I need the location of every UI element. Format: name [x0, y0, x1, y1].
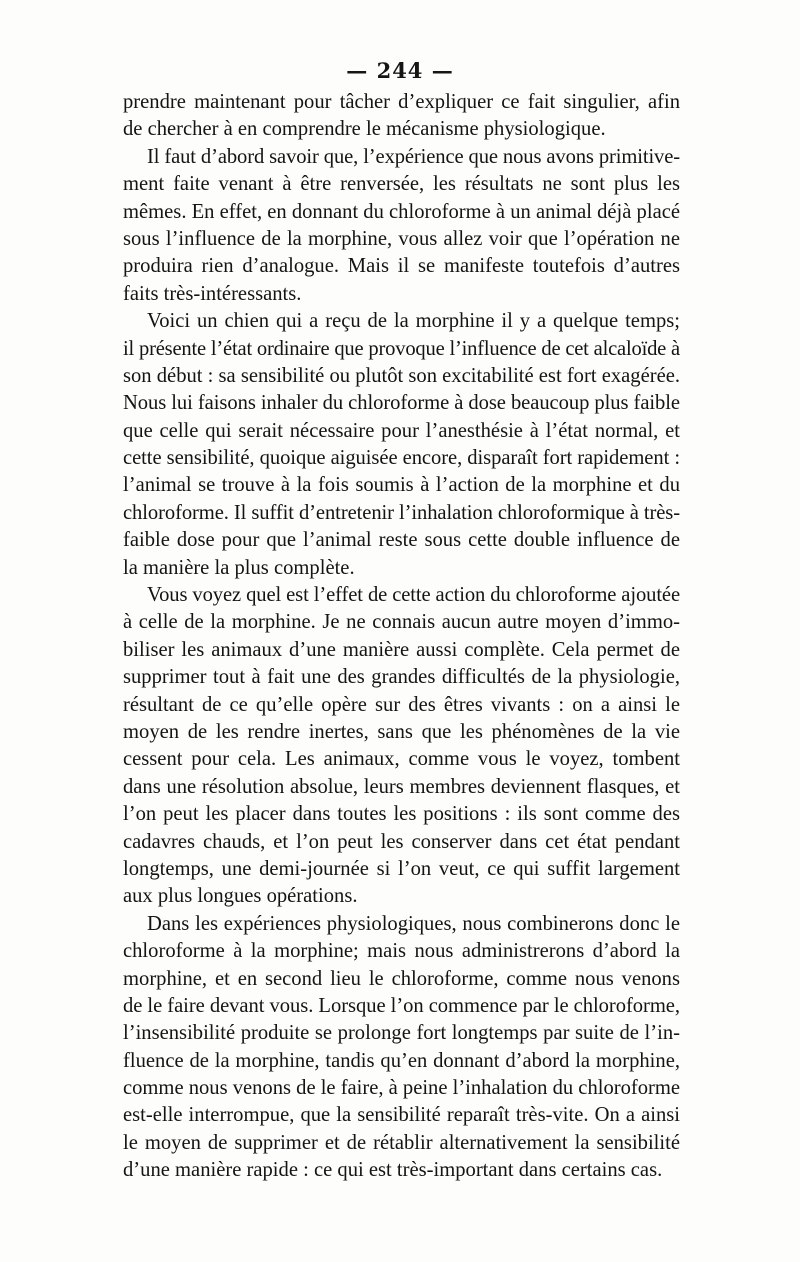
text-line: Nous lui faisons inhaler du chloroforme à dose beaucoup plus faible [123, 392, 680, 415]
text-line: Voici un chien qui a reçu de la morphine il y a quelque temps; [147, 310, 680, 333]
text-line: morphine, et en second lieu le chloroforme, comme nous venons [123, 967, 680, 990]
text-line: Vous voyez quel est l’effet de cette action du chloroforme ajoutée [147, 584, 680, 607]
body-text [123, 89, 680, 1185]
text-line: chloroforme à la morphine; mais nous administrerons d’abord la [123, 940, 680, 963]
text-line: cadavres chauds, et l’on peut les conserver dans cet état pendant [123, 830, 680, 853]
text-line: l’insensibilité produite se prolonge fort longtemps par suite de l’in- [123, 1022, 680, 1045]
page-number: — 244 — [346, 58, 454, 83]
text-line: aux plus longues opérations. [123, 885, 358, 908]
text-line: prendre maintenant pour tâcher d’expliquer ce fait singulier, afin [123, 91, 680, 113]
text-line: faible dose pour que l’animal reste sous cette double influence de [123, 529, 680, 552]
text-line: l’on peut les placer dans toutes les positions : ils sont comme des [123, 803, 680, 826]
text-line: que celle qui serait nécessaire pour l’anesthésie à l’état normal, et [123, 419, 680, 442]
text-line: de chercher à en comprendre le mécanisme physiologique. [123, 118, 606, 141]
text-line: mêmes. En effet, en donnant du chloroforme à un animal déjà placé [123, 200, 680, 223]
paragraph-p2 [123, 144, 680, 308]
text-line: produira rien d’analogue. Mais il se manifeste toutefois d’autres [123, 255, 680, 278]
text-line: comme nous venons de le faire, à peine l’inhalation du chloroforme [123, 1077, 680, 1100]
paragraph-p5 [123, 911, 680, 1185]
paragraph-p1 [123, 89, 680, 144]
text-line: Dans les expériences physiologiques, nous combinerons donc le [147, 912, 680, 935]
paragraph-p3 [123, 308, 680, 582]
text-line: fluence de la morphine, tandis qu’en donnant d’abord la morphine, [123, 1049, 680, 1072]
text-line: ment faite venant à être renversée, les résultats ne sont plus les [123, 173, 680, 196]
text-line: la manière la plus complète. [123, 556, 355, 579]
text-line: il présente l’état ordinaire que provoque l’influence de cet alcaloïde à [123, 337, 680, 360]
text-line: est-elle interrompue, que la sensibilité reparaît très-vite. On a ainsi [123, 1104, 680, 1127]
text-line: son début : sa sensibilité ou plutôt son excitabilité est fort exagérée. [123, 364, 680, 387]
text-line: faits très-intéressants. [123, 282, 302, 305]
text-line: sous l’influence de la morphine, vous allez voir que l’opération ne [123, 227, 680, 250]
text-line: longtemps, une demi-journée si l’on veut, ce qui suffit largement [123, 857, 680, 880]
text-line: d’une manière rapide : ce qui est très-important dans certains cas. [123, 1159, 663, 1182]
text-line: à celle de la morphine. Je ne connais aucun autre moyen d’immo- [123, 611, 680, 634]
text-line: chloroforme. Il suffit d’entretenir l’inhalation chloroformique à très- [123, 501, 680, 524]
text-line: moyen de les rendre inertes, sans que les phénomènes de la vie [123, 720, 680, 743]
text-line: résultant de ce qu’elle opère sur des êtres vivants : on a ainsi le [123, 693, 680, 716]
paragraph-p4 [123, 582, 680, 911]
text-line: biliser les animaux d’une manière aussi complète. Cela permet de [123, 638, 680, 661]
text-line: supprimer tout à fait une des grandes difficultés de la physiologie, [123, 666, 680, 689]
text-line: cette sensibilité, quoique aiguisée encore, disparaît fort rapidement : [123, 447, 680, 470]
text-line: cessent pour cela. Les animaux, comme vous le voyez, tombent [123, 748, 680, 771]
text-line: Il faut d’abord savoir que, l’expérience que nous avons primitive- [147, 145, 680, 168]
text-line: de le faire devant vous. Lorsque l’on commence par le chloroforme, [123, 994, 680, 1017]
text-line: le moyen de supprimer et de rétablir alternativement la sensibilité [123, 1131, 680, 1154]
text-line: dans une résolution absolue, leurs membres deviennent flasques, et [123, 775, 680, 798]
text-line: l’animal se trouve à la fois soumis à l’action de la morphine et du [123, 474, 680, 497]
